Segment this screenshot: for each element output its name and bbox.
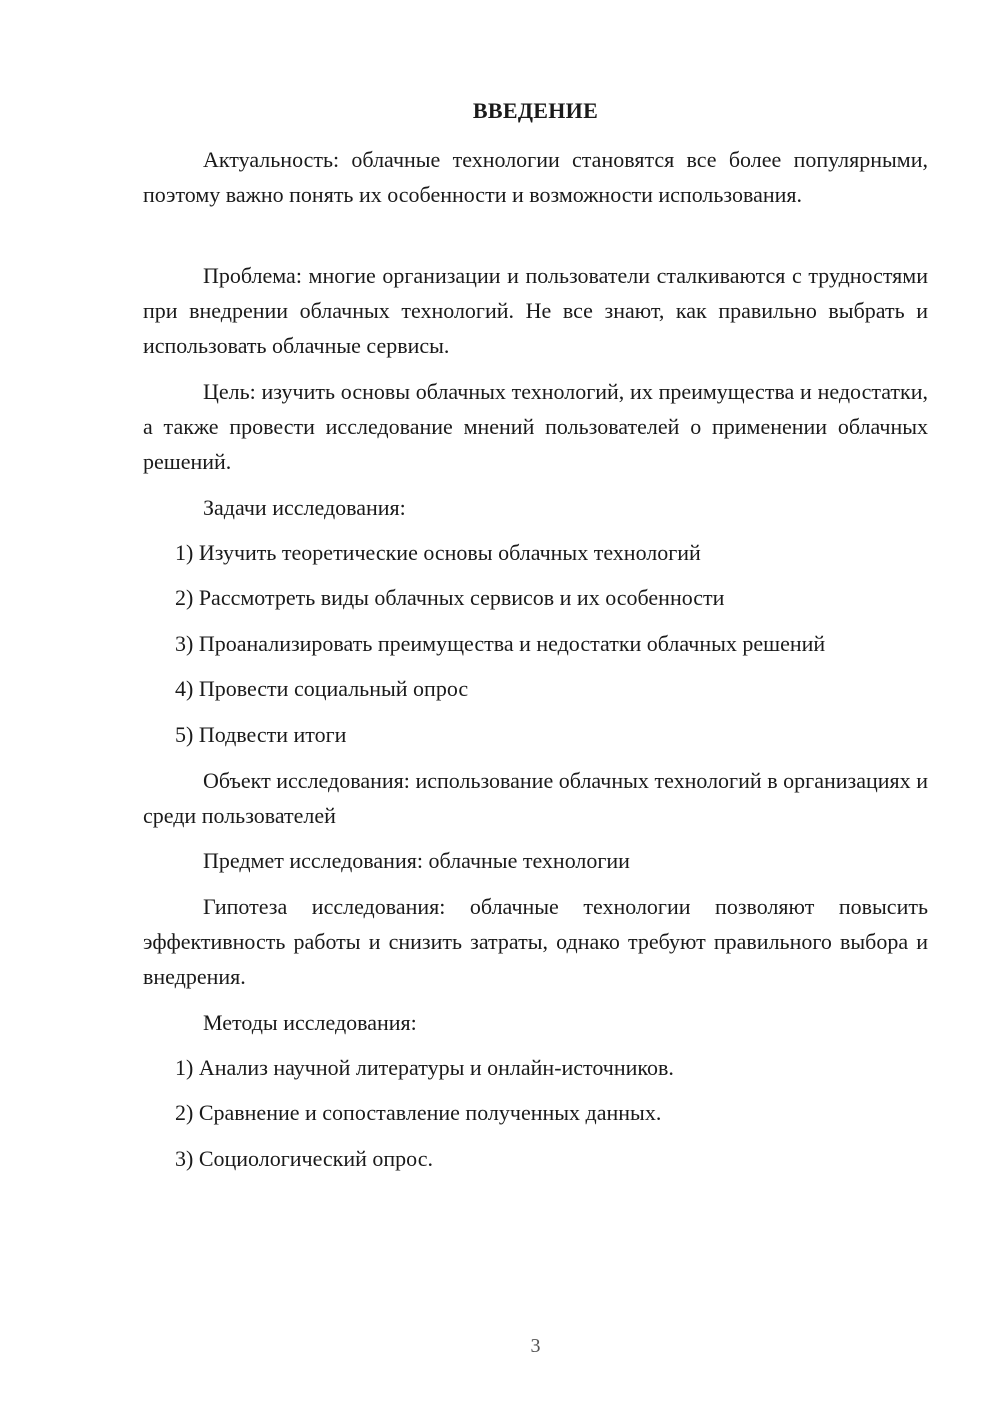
method-item-2: 2) Сравнение и сопоставление полученных данных.: [175, 1100, 662, 1125]
subject-paragraph: Предмет исследования: облачные технологии: [203, 848, 630, 873]
page-number: 3: [530, 1335, 541, 1357]
problem-paragraph: Проблема: многие организации и пользователи сталкиваются с трудностями при внедрении облачных технологий. Не все знают, как правильно выбрать и использовать облачные сервисы.: [143, 263, 928, 358]
task-item-1: 1) Изучить теоретические основы облачных технологий: [175, 540, 701, 565]
relevance-paragraph: Актуальность: облачные технологии становятся все более популярными, поэтому важно понять их особенности и возможности использования.: [143, 147, 928, 207]
section-title: ВВЕДЕНИЕ: [472, 98, 599, 123]
task-item-4: 4) Провести социальный опрос: [175, 676, 469, 701]
task-item-5: 5) Подвести итоги: [175, 722, 347, 747]
method-item-1: 1) Анализ научной литературы и онлайн-источников.: [175, 1055, 674, 1080]
document-page: [143, 0, 928, 1414]
tasks-heading: Задачи исследования:: [203, 495, 406, 520]
object-paragraph: Объект исследования: использование облачных технологий в организациях и среди пользователей: [143, 768, 928, 828]
goal-paragraph: Цель: изучить основы облачных технологий, их преимущества и недостатки, а также провести исследование мнений пользователей о применении облачных решений.: [143, 379, 928, 474]
task-item-2: 2) Рассмотреть виды облачных сервисов и их особенности: [175, 585, 725, 610]
hypothesis-paragraph: Гипотеза исследования: облачные технологии позволяют повысить эффективность работы и снизить затраты, однако требуют правильного выбора и внедрения.: [143, 894, 928, 989]
methods-heading: Методы исследования:: [203, 1010, 417, 1035]
task-item-3: 3) Проанализировать преимущества и недостатки облачных решений: [175, 631, 826, 656]
method-item-3: 3) Социологический опрос.: [175, 1146, 433, 1171]
